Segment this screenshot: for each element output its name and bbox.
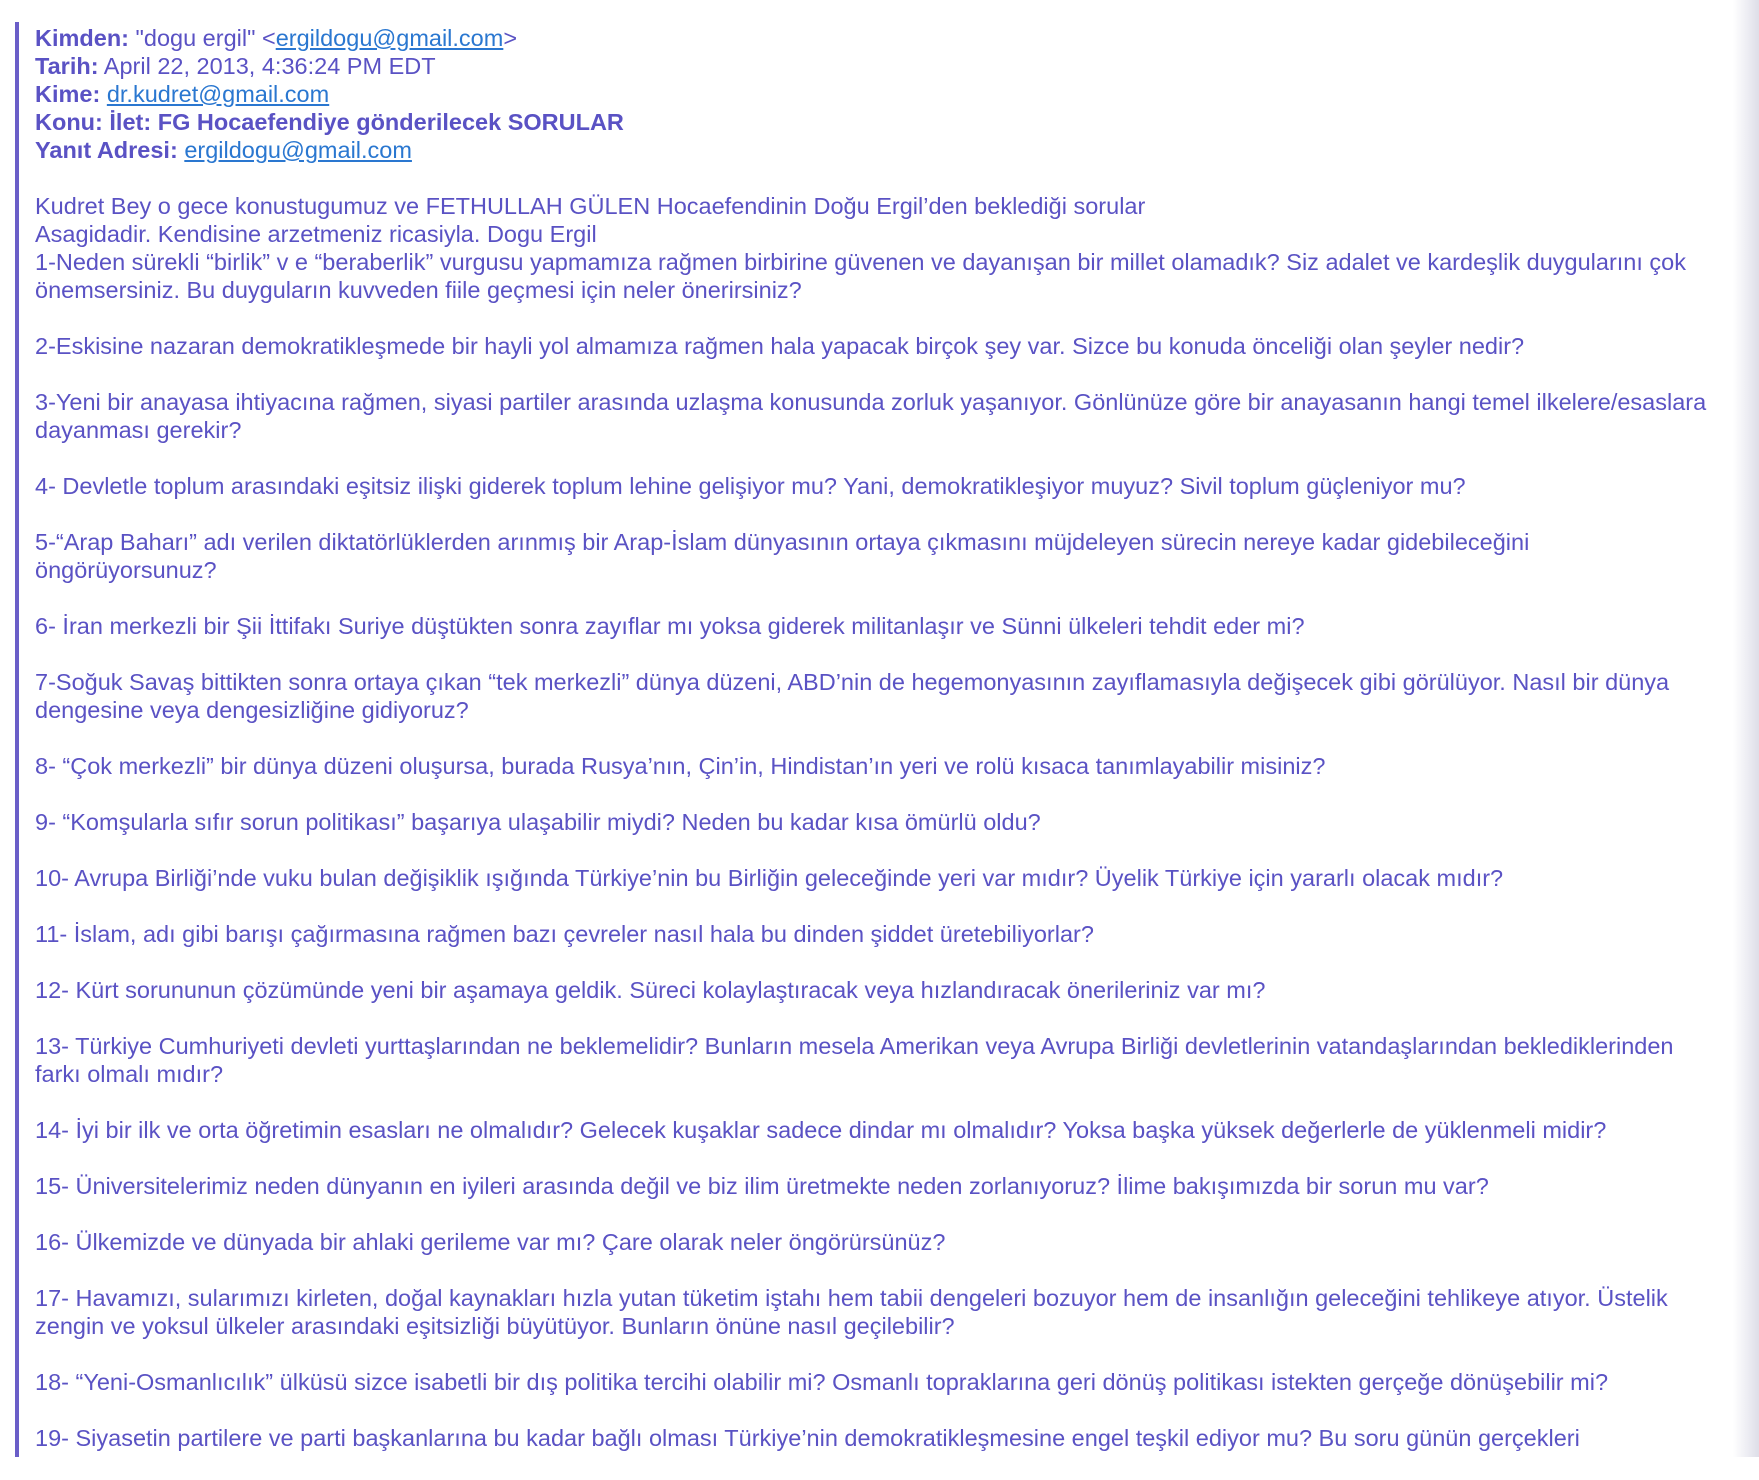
- question-item: 15- Üniversitelerimiz neden dünyanın en iyileri arasında değil ve biz ilim üretmekte neden zorlanıyoruz? İlime bakışımızda bir sorun mu var?: [35, 1173, 1489, 1199]
- header-from: [35, 24, 1715, 52]
- header-reply-to: [35, 136, 1715, 164]
- question-list: [35, 248, 1715, 1452]
- question-item: 14- İyi bir ilk ve orta öğretimin esasları ne olmalıdır? Gelecek kuşaklar sadece dindar mı olmalıdır? Yoksa başka yüksek değerlerle de yüklenmeli midir?: [35, 1117, 1607, 1143]
- question-item: 5-“Arap Baharı” adı verilen diktatörlüklerden arınmış bir Arap-İslam dünyasının ortaya çıkmasını müjdeleyen sürecin nereye kadar gidebileceğini öngörüyorsunuz?: [35, 529, 1530, 583]
- question-item: 16- Ülkemizde ve dünyada bir ahlaki gerileme var mı? Çare olarak neler öngörürsünüz?: [35, 1229, 946, 1255]
- from-email-link[interactable]: ergildogu@gmail.com: [275, 25, 504, 51]
- email-message: [35, 24, 1715, 1480]
- header-to: [35, 80, 1715, 108]
- to-email-link[interactable]: dr.kudret@gmail.com: [106, 81, 330, 107]
- quote-bar: [15, 22, 19, 1457]
- from-bracket-close: >: [503, 25, 518, 51]
- question-item: 8- “Çok merkezli” bir dünya düzeni oluşursa, burada Rusya’nın, Çin’in, Hindistan’ın yeri ve rolü kısaca tanımlayabilir misiniz?: [35, 753, 1326, 779]
- question-item: 18- “Yeni-Osmanlıcılık” ülküsü sizce isabetli bir dış politika tercihi olabilir mi? Osmanlı topraklarına geri dönüş politikası istekten gerçeğe dönüşebilir mi?: [35, 1369, 1609, 1395]
- intro-line-1: Kudret Bey o gece konustugumuz ve FETHULLAH GÜLEN Hocaefendinin Doğu Ergil’den beklediği sorular: [35, 193, 1146, 219]
- reply-to-label: Yanıt Adresi:: [35, 137, 178, 163]
- question-item: 7-Soğuk Savaş bittikten sonra ortaya çıkan “tek merkezli” dünya düzeni, ABD’nin de hegemonyasının zayıflamasıyla değişecek gibi görülüyor. Nasıl bir dünya dengesine veya dengesizliğine gidiyoruz?: [35, 669, 1670, 723]
- question-item: 11- İslam, adı gibi barışı çağırmasına rağmen bazı çevreler nasıl hala bu dinden şiddet üretebiliyorlar?: [35, 921, 1094, 947]
- window-edge: [1733, 0, 1759, 1457]
- question-item: 12- Kürt sorununun çözümünde yeni bir aşamaya geldik. Süreci kolaylaştıracak veya hızlandıracak önerileriniz var mı?: [35, 977, 1266, 1003]
- header-subject: [35, 108, 1715, 136]
- from-label: Kimden:: [35, 25, 129, 51]
- to-label: Kime:: [35, 81, 101, 107]
- message-intro: [35, 192, 1715, 248]
- question-item: 10- Avrupa Birliği’nde vuku bulan değişiklik ışığında Türkiye’nin bu Birliğin geleceğinde yeri var mıdır? Üyelik Türkiye için yararlı olacak mıdır?: [35, 865, 1504, 891]
- reply-to-email-link[interactable]: ergildogu@gmail.com: [184, 137, 412, 163]
- question-item: 1-Neden sürekli “birlik” v e “beraberlik” vurgusu yapmamıza rağmen birbirine güvenen ve dayanışan bir millet olamadık? Siz adalet ve kardeşlik duygularını çok önemsersiniz. Bu duyguların kuvveden fiile geçmesi için neler önerirsiniz?: [35, 249, 1686, 303]
- question-item: 19- Siyasetin partilere ve parti başkanlarına bu kadar bağlı olması Türkiye’nin demokratikleşmesine engel teşkil ediyor mu? Bu soru günün gerçekleri: [35, 1425, 1580, 1451]
- question-item: 2-Eskisine nazaran demokratikleşmede bir hayli yol almamıza rağmen hala yapacak birçok şey var. Sizce bu konuda önceliği olan şeyler nedir?: [35, 333, 1525, 359]
- question-item: 6- İran merkezli bir Şii İttifakı Suriye düştükten sonra zayıflar mı yoksa giderek militanlaşır ve Sünni ülkeleri tehdit eder mi?: [35, 613, 1305, 639]
- question-item: 17- Havamızı, sularımızı kirleten, doğal kaynakları hızla yutan tüketim iştahı hem tabii dengeleri bozuyor hem de insanlığın geleceğini tehlikeye atıyor. Üstelik zengin ve yoksul ülkeler arasındaki eşitsizliği büyütüyor. Bunların önüne nasıl geçilebilir?: [35, 1285, 1668, 1339]
- intro-line-2: Asagidadir. Kendisine arzetmeniz ricasiyla. Dogu Ergil: [35, 221, 597, 247]
- question-item: 3-Yeni bir anayasa ihtiyacına rağmen, siyasi partiler arasında uzlaşma konusunda zorluk yaşanıyor. Gönlünüze göre bir anayasanın hangi temel ilkelere/esaslara dayanması gerekir?: [35, 389, 1707, 443]
- question-item: 9- “Komşularla sıfır sorun politikası” başarıya ulaşabilir miydi? Neden bu kadar kısa ömürlü oldu?: [35, 809, 1041, 835]
- date-label: Tarih:: [35, 53, 99, 79]
- subject-value: İlet: FG Hocaefendiye gönderilecek SORULAR: [109, 109, 624, 135]
- question-item: 13- Türkiye Cumhuriyeti devleti yurttaşlarından ne beklemelidir? Bunların mesela Amerikan veya Avrupa Birliği devletlerinin vatandaşlarından beklediklerinden farkı olmalı mıdır?: [35, 1033, 1674, 1087]
- header-date: [35, 52, 1715, 80]
- from-bracket-open: <: [261, 25, 276, 51]
- date-value: April 22, 2013, 4:36:24 PM EDT: [103, 53, 436, 79]
- subject-label: Konu:: [35, 109, 103, 135]
- question-item: 4- Devletle toplum arasındaki eşitsiz ilişki giderek toplum lehine gelişiyor mu? Yani, demokratikleşiyor muyuz? Sivil toplum güçleniyor mu?: [35, 473, 1466, 499]
- from-name: "dogu ergil": [135, 25, 256, 51]
